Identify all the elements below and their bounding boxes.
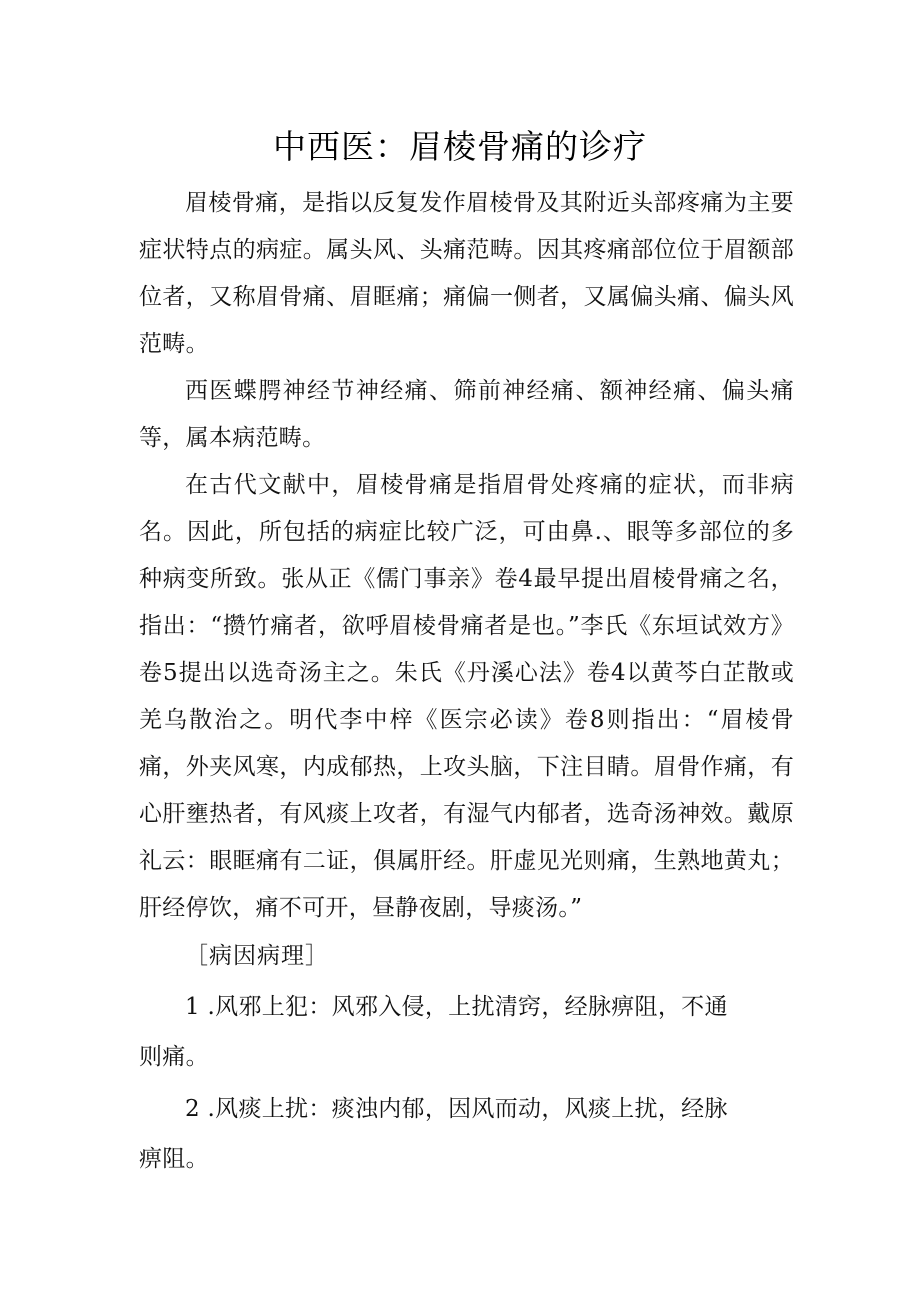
section-heading-etiology: ［病因病理］ [185,943,329,969]
list-item-wind-evil: 1 .风邪上犯：风邪入侵，上扰清窍，经脉痹阻，不通则痛。 [139,994,728,1070]
paragraph-definition: 眉棱骨痛，是指以反复发作眉棱骨及其附近头部疼痛为主要症状特点的病症。属头风、头痛范畴。因其疼痛部位位于眉额部位者，又称眉骨痛、眉眶痛；痛偏一侧者，又属偏头痛、偏头风范畴。 [139,190,794,357]
paragraph-western-medicine: 西医蝶腭神经节神经痛、筛前神经痛、额神经痛、偏头痛等，属本病范畴。 [139,378,794,451]
list-item-wind-phlegm: 2 .风痰上扰：痰浊内郁，因风而动，风痰上扰，经脉痹阻。 [139,1096,728,1172]
document-title: 中西医：眉棱骨痛的诊疗 [273,127,647,166]
document-body [139,180,794,1184]
paragraph-ancient-literature: 在古代文献中，眉棱骨痛是指眉骨处疼痛的症状，而非病名。因此，所包括的病症比较广泛，可由鼻.、眼等多部位的多种病变所致。张从正《儒门事亲》卷4最早提出眉棱骨痛之名，指出：“攒竹痛者，欲呼眉棱骨痛者是也。”李氏《东垣试效方》卷5提出以选奇汤主之。朱氏《丹溪心法》卷4以黄芩白芷散或羌乌散治之。明代李中梓《医宗必读》卷8则指出：“眉棱骨痛，外夹风寒，内成郁热，上攻头脑，下注目睛。眉骨作痛，有心肝壅热者，有风痰上攻者，有湿气内郁者，选奇汤神效。戴原礼云：眼眶痛有二证，俱属肝经。肝虚见光则痛，生熟地黄丸；肝经停饮，痛不可开，昼静夜剧，导痰汤。” [139,472,794,921]
